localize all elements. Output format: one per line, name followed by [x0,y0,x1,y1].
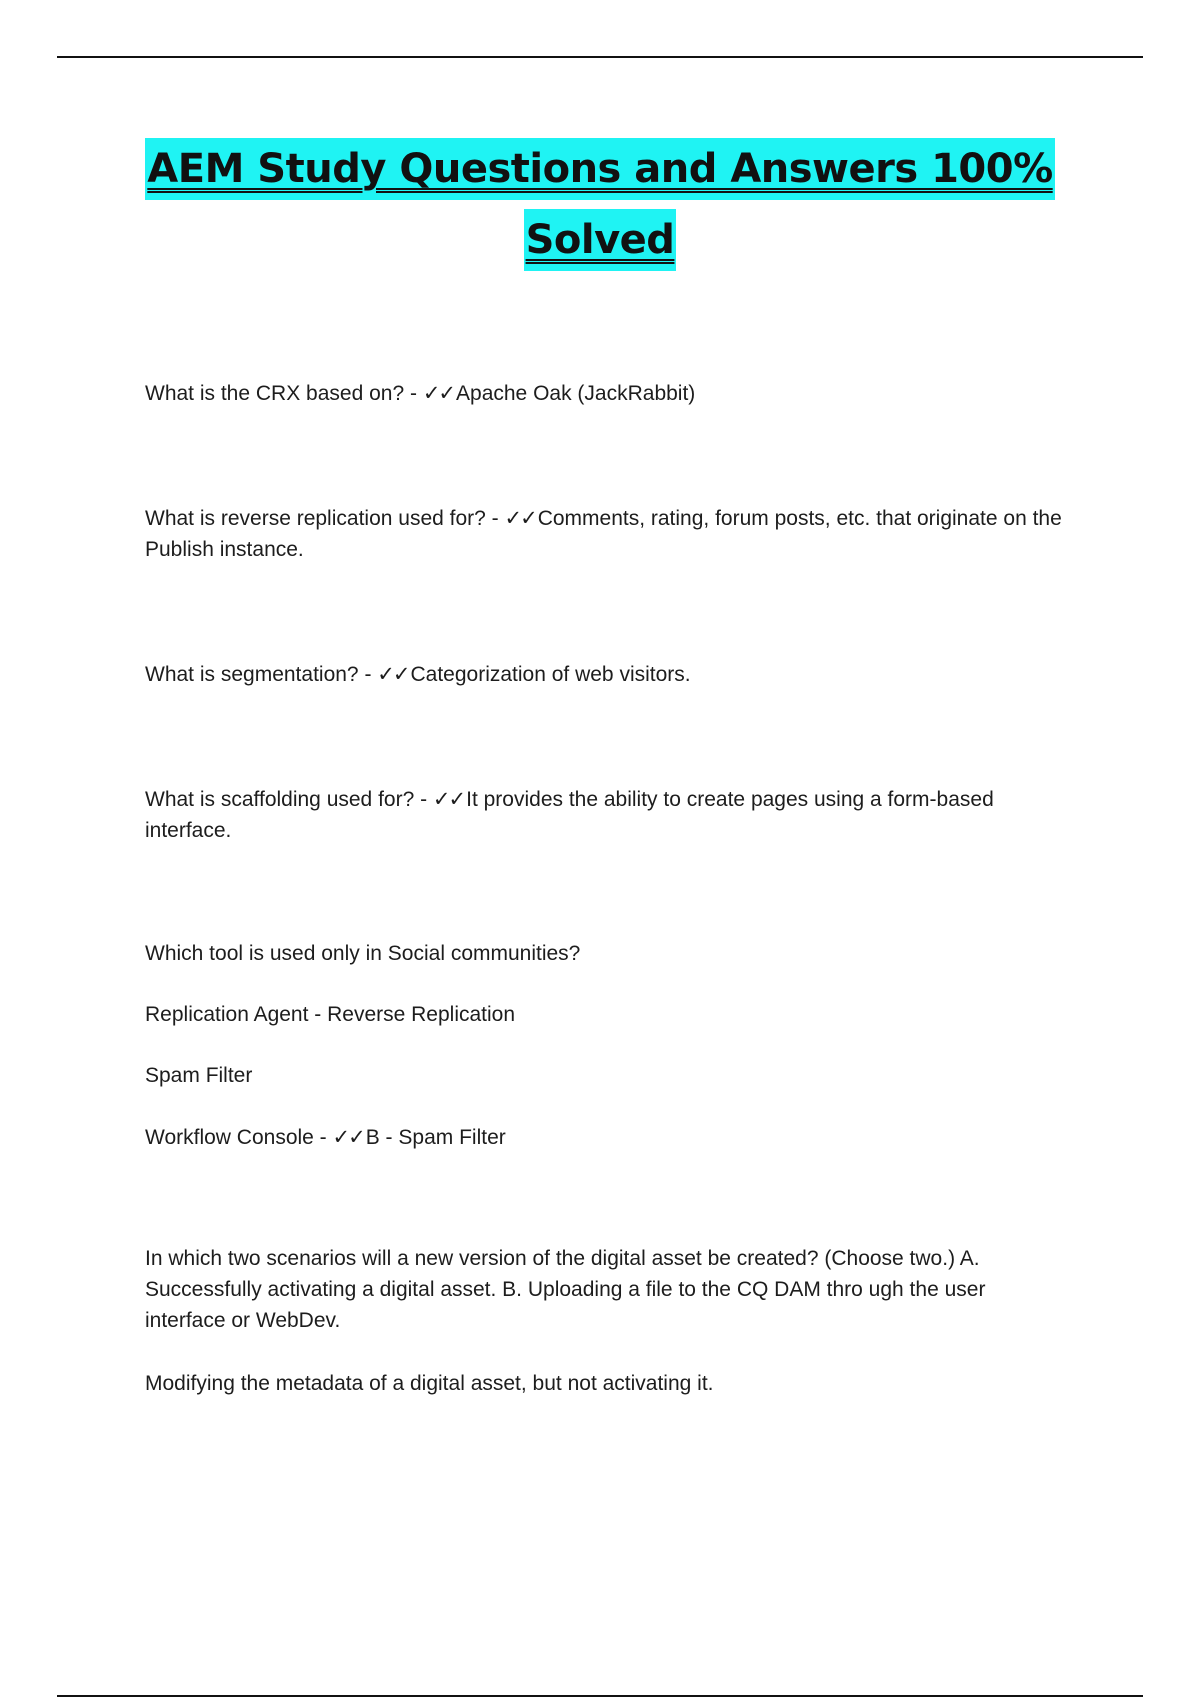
option-text: Workflow Console - [145,1126,333,1149]
title-line-2: Solved [524,209,677,271]
document-title [0,138,1200,280]
question-text: What is reverse replication used for? - [145,507,505,530]
qa-item-5-option-a [145,999,1085,1030]
qa-item-5-option-c [145,1122,1085,1153]
check-mark-icon: ✓✓ [432,787,465,811]
extra-text: Modifying the metadata of a digital asset, but not activating it. [145,1372,714,1395]
question-text: What is scaffolding used for? - [145,788,433,811]
option-text: Replication Agent - Reverse Replication [145,1003,516,1026]
title-line-1: AEM Study Questions and Answers 100% [145,138,1054,200]
qa-item-1 [145,378,1085,409]
qa-item-4 [145,784,1085,846]
check-mark-icon: ✓✓ [504,506,536,530]
question-text: Which tool is used only in Social communities? [145,942,581,965]
answer-text: Comments, rating, forum posts, etc. that originate on the Publish instance. [145,507,1062,561]
check-mark-icon: ✓✓ [422,381,455,405]
answer-text: Categorization of web visitors. [410,663,691,686]
question-text: What is the CRX based on? - [145,382,423,405]
check-mark-icon: ✓✓ [332,1125,364,1149]
qa-item-2 [145,503,1085,565]
answer-text: B - Spam Filter [365,1126,506,1149]
answer-text: Apache Oak (JackRabbit) [456,382,696,405]
qa-item-6-question [145,1243,1065,1336]
check-mark-icon: ✓✓ [377,662,409,686]
top-rule [57,56,1143,58]
qa-item-3 [145,659,1085,690]
question-text: In which two scenarios will a new version of the digital asset be created? (Choose two.) A. Successfully activating a digital asset. B. Uploading a file to the CQ DAM thro ugh the user interface or WebDev. [145,1247,986,1332]
option-text: Spam Filter [145,1064,253,1087]
question-text: What is segmentation? - [145,663,378,686]
bottom-rule [57,1695,1143,1697]
qa-item-5-option-b [145,1060,1085,1091]
qa-item-5-question [145,938,1085,969]
qa-item-6-extra [145,1368,1085,1399]
answer-text: It provides the ability to create pages using a form-based interface. [145,788,994,842]
